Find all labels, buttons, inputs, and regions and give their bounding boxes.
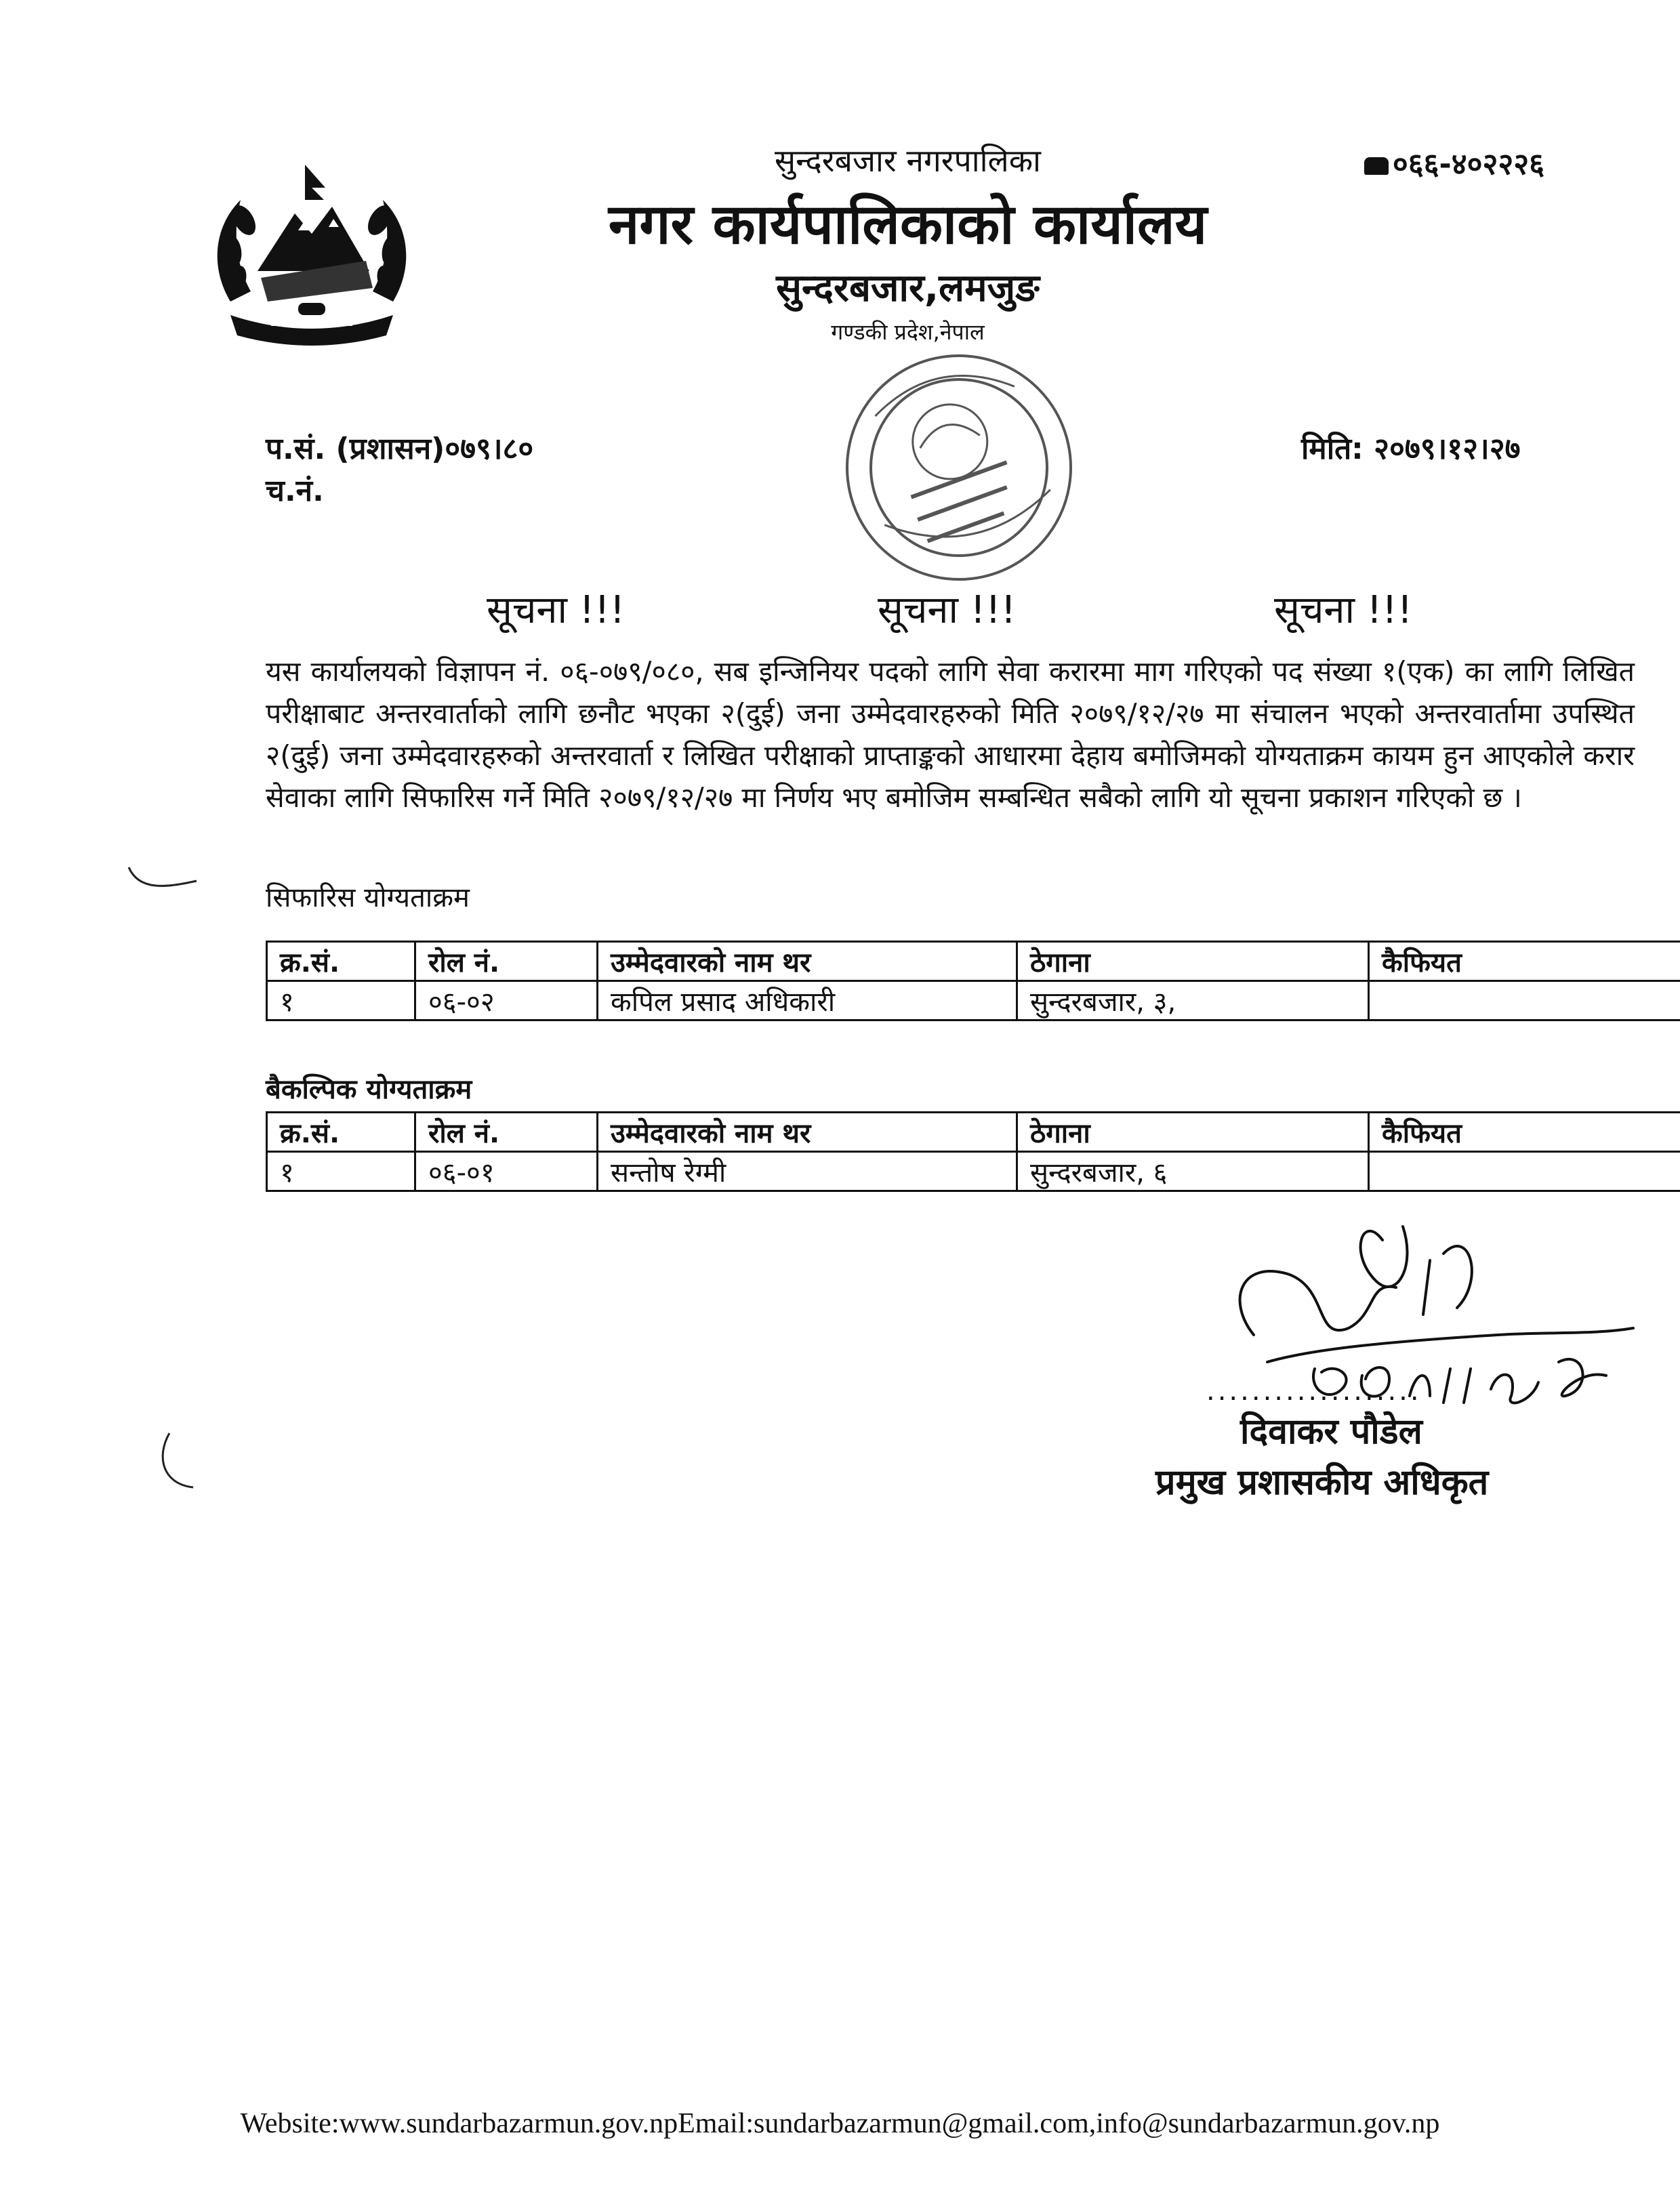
notice-body-paragraph: यस कार्यालयको विज्ञापन नं. ०६-०७९/०८०, सब इन्जिनियर पदको लागि सेवा करारमा माग गरिएको पद संख्या १(एक) का लागि लिखित परीक्षाबाट अन्तरवार्ताको लागि छनौट भएका २(दुई) जना उम्मेदवारहरुको मिति २०७९/१२/२७ मा संचालन भएको अन्तरवार्तामा उपस्थित २(दुई) जना उम्मेदवारहरुको अन्तरवार्ता र लिखित परीक्षाको प्राप्ताङ्कको आधारमा देहाय बमोजिमको योग्यताक्रम कायम हुन आएकोले करार सेवाका लागि सिफारिस गर्ने मिति २०७९/१२/२७ मा निर्णय भए बमोजिम सम्बन्धित सबैको लागि यो सूचना प्रकाशन गरिएको छ । [266,655,1635,814]
column-header-roll: रोल नं. [415,1113,598,1152]
cell-remarks [1369,981,1680,1020]
reference-number: प.सं. (प्रशासन)०७९।८० [266,432,534,466]
merit-list-heading: सिफारिस योग्यताक्रम [266,882,470,913]
office-province: गण्डकी प्रदेश,नेपाल [831,319,985,345]
cell-remarks [1369,1152,1680,1191]
table-header-row [267,1113,1680,1152]
phone-icon [1364,157,1389,175]
column-header-name: उम्मेदवारको नाम थर [598,942,1017,981]
column-header-address: ठेगाना [1017,1113,1369,1152]
alternate-list-table [266,1111,1680,1192]
merit-list-table [266,941,1680,1021]
notice-heading: सूचना !!! [487,588,626,632]
column-header-remarks: कैफियत [1369,942,1680,981]
signer-title: प्रमुख प्रशासकीय अधिकृत [1155,1462,1489,1503]
column-header-serial: क्र.सं. [267,942,415,981]
phone-number-text: ०६६-४०२२२६ [1392,147,1544,182]
municipality-name: सुन्दरबजार नगरपालिका [775,142,1041,179]
column-header-name: उम्मेदवारको नाम थर [598,1113,1017,1152]
alternate-list-heading: बैकल्पिक योग्यताक्रम [266,1074,472,1105]
column-header-address: ठेगाना [1017,942,1369,981]
signer-name: दिवाकर पौडेल [1240,1411,1422,1452]
table-row [267,981,1680,1020]
cell-roll: ०६-०१ [415,1152,598,1191]
cell-serial: १ [267,981,415,1020]
scan-mark-icon [125,861,200,894]
table-row [267,1152,1680,1191]
cell-serial: १ [267,1152,415,1191]
cell-address: सुन्दरबजार, ६ [1017,1152,1369,1191]
cell-address: सुन्दरबजार, ३, [1017,981,1369,1020]
notice-heading: सूचना !!! [878,588,1017,632]
cell-name: कपिल प्रसाद अधिकारी [598,981,1017,1020]
column-header-roll: रोल नं. [415,942,598,981]
office-location: सुन्दरबजार,लमजुङ [776,266,1040,310]
cell-roll: ०६-०२ [415,981,598,1020]
dispatch-number: च.नं. [266,474,324,508]
notice-heading: सूचना !!! [1274,588,1413,632]
signature-line: ................... [1206,1376,1422,1407]
footer-contact: Website:www.sundarbazarmun.gov.npEmail:sundarbazarmun@gmail.com,info@sundarbazarmun.gov.np [240,2108,1440,2139]
column-header-serial: क्र.सं. [267,1113,415,1152]
table-header-row [267,942,1680,981]
letter-date: मिति: २०७९।१२।२७ [1301,432,1521,466]
office-title: नगर कार्यपालिकाको कार्यालय [608,192,1208,257]
scan-mark-icon [156,1430,197,1491]
office-stamp-icon [806,339,1111,596]
phone-number [1364,142,1544,183]
column-header-remarks: कैफियत [1369,1113,1680,1152]
cell-name: सन्तोष रेग्मी [598,1152,1017,1191]
